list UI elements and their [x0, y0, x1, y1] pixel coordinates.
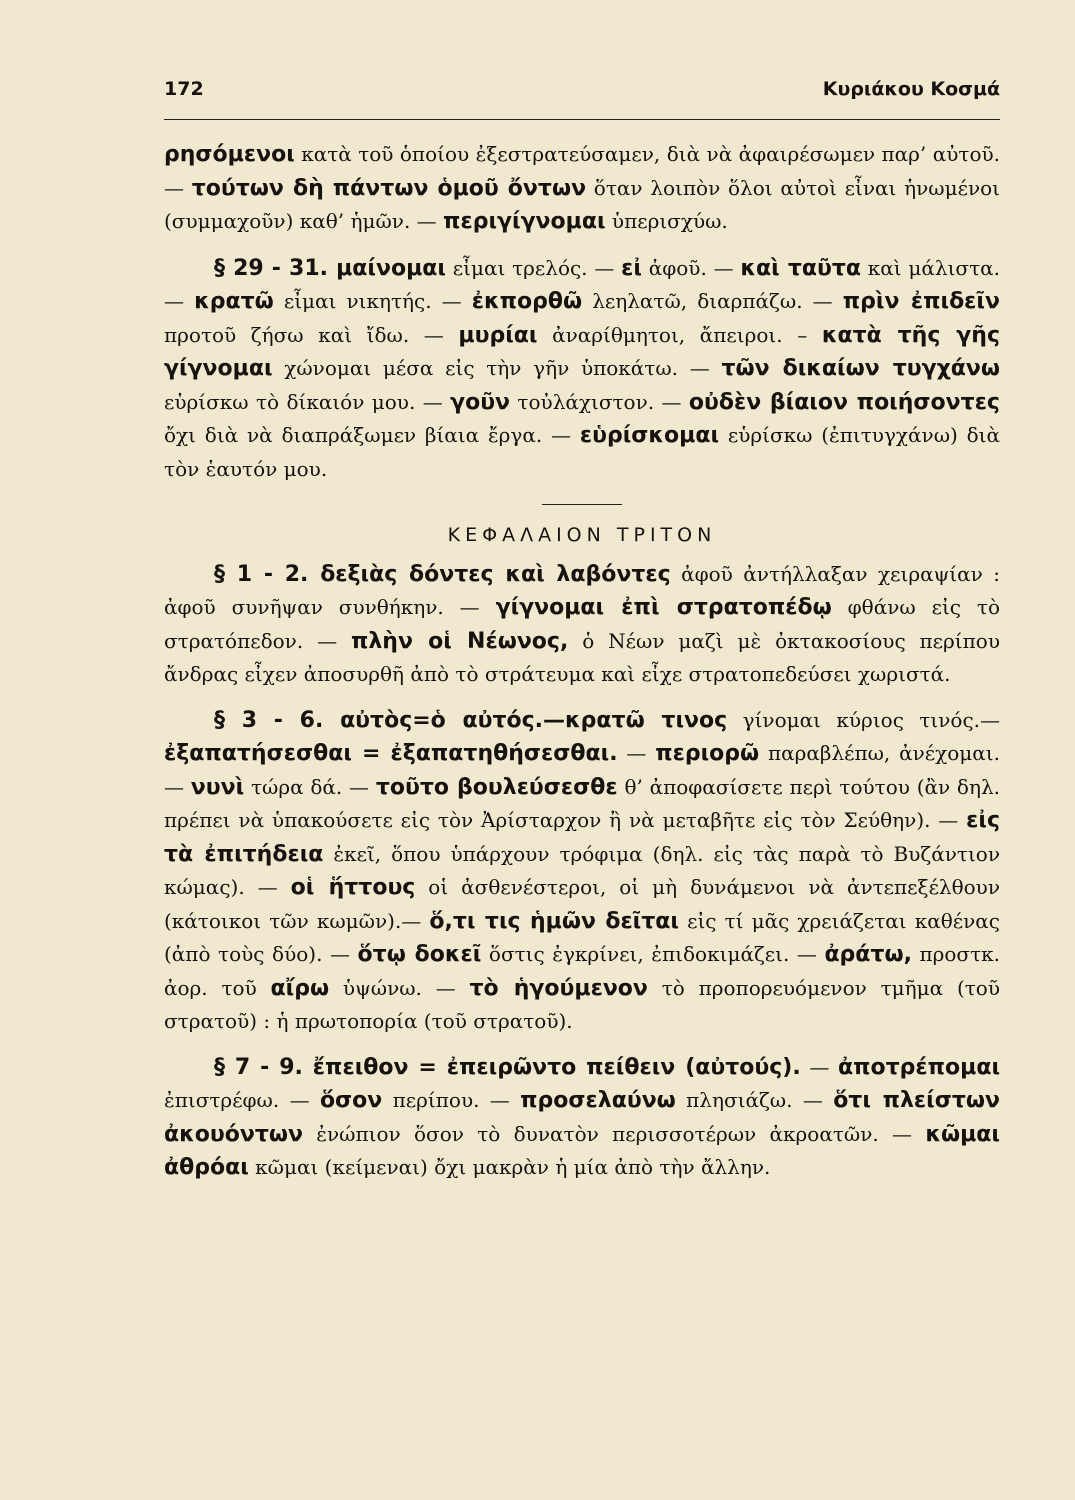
gloss-text: τὸ προπορευόμενον τμῆμα (τοῦ στρατοῦ) : ἡ πρωτοπορία (τοῦ στρατοῦ). — [164, 975, 1001, 1033]
lemma-term: οἱ ἥττους — [290, 875, 416, 900]
gloss-text: χώνομαι μέσα εἰς τὴν γῆν ὑποκάτω. — — [272, 356, 722, 380]
gloss-text: παραβλέπω, ἀνέχομαι. — — [164, 741, 1000, 799]
lemma-term: ὅτι πλείστων ἀκουόντων — [164, 1088, 1000, 1147]
lemma-term: ὅ,τι τις ἡμῶν δεῖται — [429, 908, 679, 934]
lemma-term: προσελαύνω — [520, 1088, 676, 1113]
gloss-text: εὑρίσκω τὸ δίκαιόν μου. — — [164, 389, 451, 414]
lemma-term: ἔπειθον = ἐπειρῶντο πείθειν (αὐτούς). — [312, 1054, 801, 1080]
gloss-text: ἀναρίθμητοι, ἄπειροι. – — [537, 322, 822, 347]
lemma-term: ἀράτω, — [824, 942, 912, 967]
gloss-text: φθάνω εἰς τὸ στρατόπεδον. — — [164, 595, 1000, 653]
gloss-text: λεηλατῶ, διαρπάζω. — — [582, 289, 843, 313]
chapter-title: ΚΕΦΑΛΑΙΟΝ ΤΡΙΤΟΝ — [447, 524, 717, 546]
gloss-text: ὁ Νέων μαζὶ μὲ ὀκτακοσίους περίπου ἄνδρας εἶχεν ἀποσυρθῆ ἀπὸ τὸ στράτευμα καὶ εἶχε στρατοπεδεύσει χωριστά. — [164, 628, 1000, 686]
gloss-text: προτοῦ ζήσω καὶ ἴδω. — — [164, 322, 459, 347]
lemma-term: πρὶν ἐπιδεῖν — [842, 289, 1000, 314]
lemma-term: ὅτῳ δοκεῖ — [357, 942, 482, 967]
gloss-text: ἐπιστρέφω. — — [164, 1088, 320, 1112]
page-number: 172 — [164, 78, 204, 100]
lemma-term: γίγνομαι ἐπὶ στρατοπέδῳ — [495, 595, 832, 620]
lemma-term: τοῦτο βουλεύσεσθε — [375, 774, 618, 800]
lemma-term: κατὰ τῆς γῆς γίγνομαι — [164, 322, 1000, 381]
page-header — [164, 78, 1000, 100]
gloss-text: — — [800, 1054, 838, 1079]
gloss-text: καὶ μάλιστα. — — [164, 255, 1001, 313]
gloss-text: ὑπερισχύω. — [605, 209, 728, 233]
gloss-text: — — [617, 741, 656, 765]
lemma-term: τῶν δικαίων τυγχάνω — [721, 356, 1000, 381]
commentary-paragraph — [164, 252, 1000, 486]
lemma-term: ἐξαπατήσεσθαι = ἐξαπατηθήσεσθαι. — [164, 741, 618, 766]
lemma-term: § 7 - 9. — [214, 1054, 313, 1080]
gloss-text: προστκ. ἀορ. τοῦ — [164, 942, 1000, 1000]
lemma-term: μυρίαι — [458, 322, 538, 348]
lemma-term: κρατῶ — [194, 289, 274, 314]
lemma-term: αἴρω — [270, 975, 330, 1001]
commentary-bottom — [164, 558, 1000, 1185]
lemma-term: § 29 - 31. — [214, 255, 337, 281]
gloss-text: ἐνώπιον ὅσον τὸ δυνατὸν περισσοτέρων ἀκροατῶν. — — [302, 1121, 926, 1146]
gloss-text: ὅστις ἐγκρίνει, ἐπιδοκιμάζει. — — [481, 942, 825, 966]
lemma-term: ἐκπορθῶ — [471, 289, 583, 314]
gloss-text: πλησιάζω. — — [675, 1088, 834, 1112]
lemma-term: οὐδὲν βίαιον ποιήσοντες — [688, 389, 1000, 415]
commentary-paragraph — [164, 558, 1000, 691]
gloss-text: οἱ ἀσθενέστεροι, οἱ μὴ δυνάμενοι νὰ ἀντεπεξέλθουν (κάτοικοι τῶν κωμῶν).— — [164, 875, 1000, 933]
commentary-paragraph — [164, 138, 1000, 239]
commentary-top — [164, 138, 1000, 485]
lemma-term: καὶ ταῦτα — [740, 255, 861, 281]
lemma-term: § 3 - 6. — [214, 707, 341, 733]
gloss-text: γίνομαι κύριος τινός.— — [727, 707, 1000, 732]
gloss-text: ἐκεῖ, ὅπου ὑπάρχουν τρόφιμα (δηλ. εἰς τὰς παρὰ τὸ Βυζάντιον κώμας). — — [164, 841, 1000, 899]
lemma-term: εὑρίσκομαι — [579, 423, 720, 448]
gloss-text: ὄχι διὰ νὰ διαπράξωμεν βίαια ἔργα. — — [164, 423, 580, 447]
gloss-text: ἀφοῦ ἀντήλλαξαν χειραψίαν : ἀφοῦ συνῆψαν συνθήκην. — — [164, 561, 1000, 619]
gloss-text: εἰς τί μᾶς χρειάζεται καθένας (ἀπὸ τοὺς δύο). — — [164, 908, 1000, 966]
lemma-term: περιορῶ — [655, 741, 760, 766]
gloss-text: τώρα δά. — — [244, 774, 376, 799]
gloss-text: θ’ ἀποφασίσετε περὶ τούτου (ἂν δηλ. πρέπει νὰ ὑπακούσετε εἰς τὸν Ἀρίσταρχον ἢ νὰ μεταβῆτε εἰς τὸν Σεύθην). — — [164, 774, 1000, 832]
page-body — [164, 138, 1000, 1185]
lemma-term: αὐτὸς=ὁ αὐτός.—κρατῶ τινος — [340, 707, 728, 733]
commentary-paragraph — [164, 1051, 1000, 1185]
gloss-text: κατὰ τοῦ ὁποίου ἐξεστρατεύσαμεν, διὰ νὰ ἀφαιρέσωμεν παρ’ αὐτοῦ. — — [164, 142, 1000, 200]
lemma-term: δεξιὰς δόντες καὶ λαβόντες — [320, 561, 671, 587]
gloss-text: ὅταν λοιπὸν ὅλοι αὐτοὶ εἶναι ἡνωμένοι (συμμαχοῦν) καθ’ ἡμῶν. — — [164, 175, 1000, 233]
lemma-term: ἀποτρέπομαι — [837, 1054, 1001, 1080]
section-separator — [542, 504, 622, 505]
lemma-term: νυνὶ — [190, 774, 245, 800]
lemma-term: τὸ ἡγούμενον — [469, 975, 648, 1001]
lemma-term: τούτων δὴ πάντων ὁμοῦ ὄντων — [191, 175, 587, 201]
gloss-text: περίπου. — — [382, 1088, 521, 1112]
gloss-text: ὑψώνω. — — [329, 975, 470, 1000]
lemma-term: εἰ — [621, 255, 642, 281]
lemma-term: μαίνομαι — [336, 255, 446, 281]
lemma-term: ὅσον — [319, 1088, 383, 1113]
lemma-term: κῶμαι ἀθρόαι — [164, 1121, 1000, 1180]
lemma-term: πλὴν οἱ Νέωνος, — [350, 628, 569, 654]
lemma-term: περιγίγνομαι — [443, 209, 606, 234]
lemma-term: γοῦν — [450, 389, 511, 415]
commentary-paragraph — [164, 704, 1000, 1038]
gloss-text: εἶμαι τρελός. — — [445, 255, 622, 280]
gloss-text: κῶμαι (κείμεναι) ὄχι μακρὰν ἡ μία ἀπὸ τὴν ἄλλην. — [248, 1155, 771, 1179]
lemma-term: § 1 - 2. — [214, 561, 321, 587]
lemma-term: εἰς τὰ ἐπιτήδεια — [164, 808, 1000, 867]
gloss-text: εὑρίσκω (ἐπιτυγχάνω) διὰ τὸν ἑαυτόν μου. — [164, 423, 1001, 481]
running-title: Κυριάκου Κοσμά — [822, 78, 1000, 100]
gloss-text: τοὐλάχιστον. — — [510, 389, 689, 414]
gloss-text: ἀφοῦ. — — [641, 255, 741, 280]
lemma-term: ρησόμενοι — [164, 142, 295, 167]
gloss-text: εἶμαι νικητής. — — [273, 289, 472, 313]
header-rule — [164, 119, 1000, 120]
